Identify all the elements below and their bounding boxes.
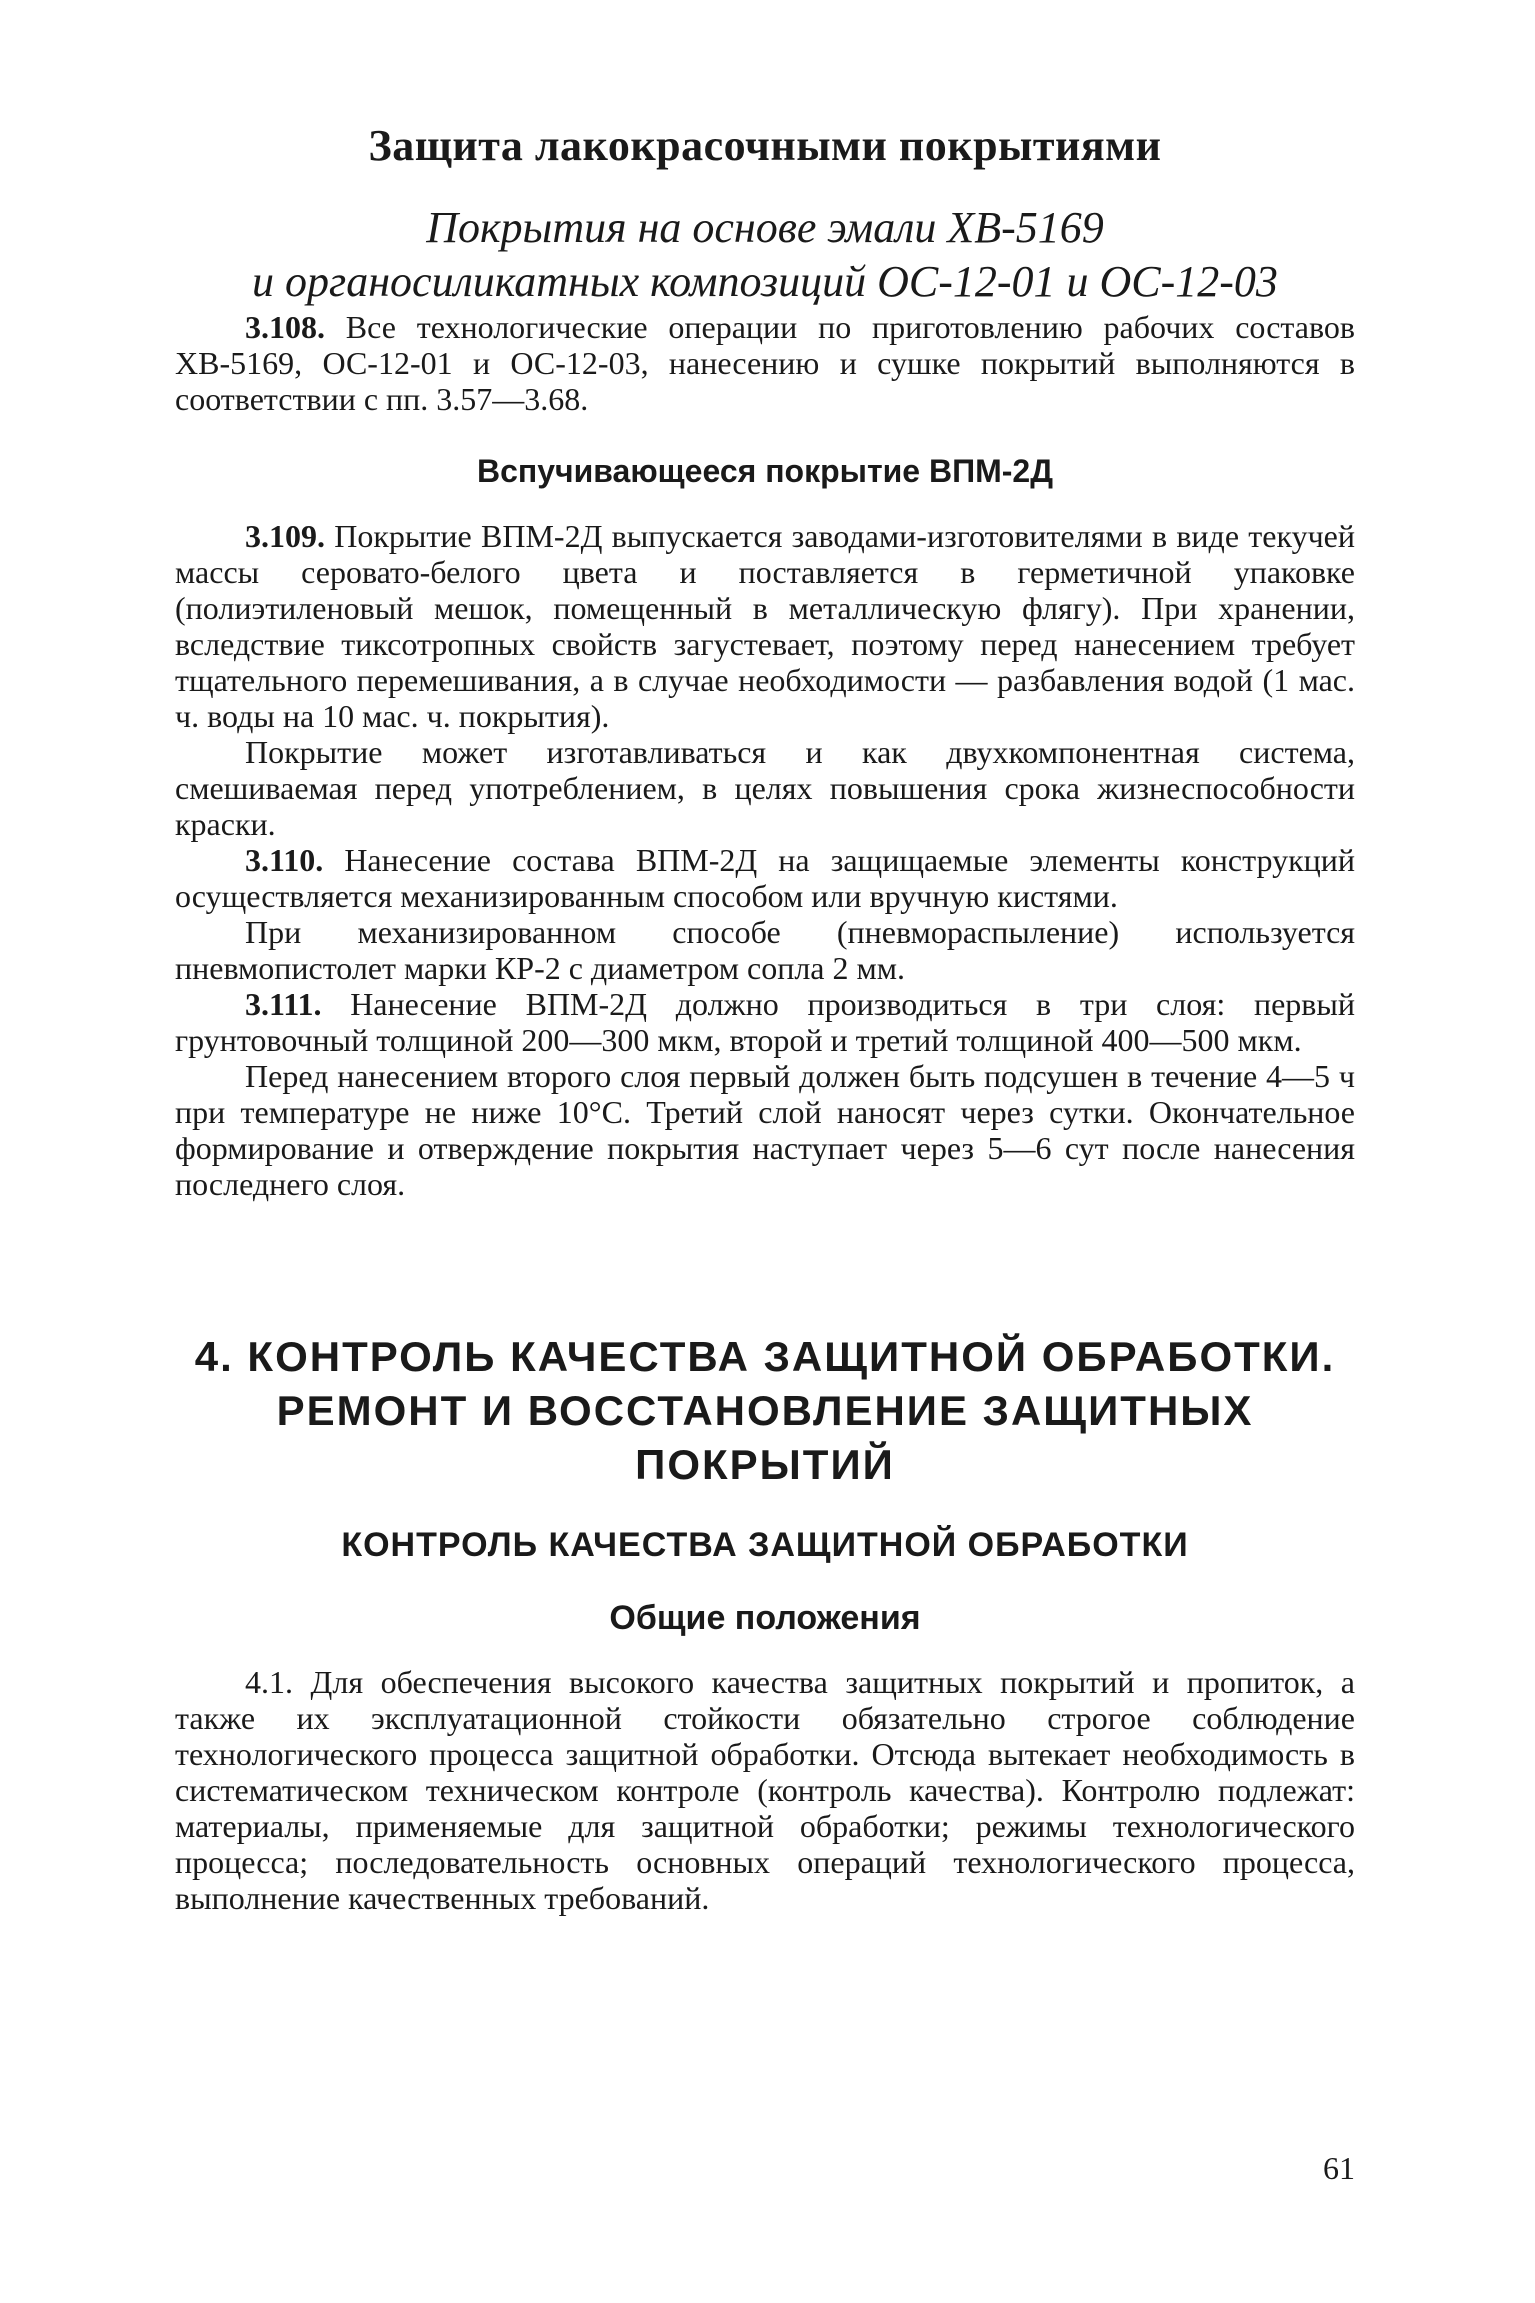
paragraph-text: Нанесение состава ВПМ-2Д на защищаемые элементы конструкций осуществляется механизированным способом или вручную кистями. xyxy=(175,842,1355,914)
paragraph-text: Покрытие ВПМ-2Д выпускается заводами-изготовителями в виде текучей массы серовато-белого цвета и поставляется в герметичной упаковке (полиэтиленовый мешок, помещенный в металлическую флягу). При хранении, вследствие тиксотропных свойств загустевает, поэтому перед нанесением требует тщательного перемешивания, а в случае необходимости — разбавления водой (1 мас. ч. воды на 10 мас. ч. покрытия). xyxy=(175,518,1355,734)
chapter-line-1: 4. КОНТРОЛЬ КАЧЕСТВА ЗАЩИТНОЙ ОБРАБОТКИ. xyxy=(194,1333,1336,1380)
general-heading: Общие положения xyxy=(609,1599,921,1637)
chapter-heading xyxy=(175,1330,1355,1492)
paragraph-4-1: 4.1. Для обеспечения высокого качества защитных покрытий и пропиток, а также их эксплуатационной стойкости обязательно строгое соблюдение технологического процесса защитной обработки. Отсюда вытекает необходимость в систематическом техническом контроле (контроль качества). Контролю подлежат: материалы, применяемые для защитной обработки; режимы технологического процесса; последовательность основных операций технологического процесса, выполнение качественных требований. xyxy=(175,1664,1355,1916)
paragraph-text: Нанесение ВПМ-2Д должно производиться в три слоя: первый грунтовочный толщиной 200—300 мкм, второй и третий толщиной 400—500 мкм. xyxy=(175,986,1355,1058)
paragraph-number: 3.110. xyxy=(245,842,324,878)
chapter-line-3: ПОКРЫТИЙ xyxy=(635,1441,895,1488)
paragraph-3-111 xyxy=(175,986,1355,1058)
section-heading: КОНТРОЛЬ КАЧЕСТВА ЗАЩИТНОЙ ОБРАБОТКИ xyxy=(341,1526,1189,1564)
chapter-line-2: РЕМОНТ И ВОССТАНОВЛЕНИЕ ЗАЩИТНЫХ xyxy=(276,1387,1254,1434)
paragraph-number: 3.108. xyxy=(245,309,325,345)
paragraph-3-109 xyxy=(175,518,1355,734)
subheading-vpm: Вспучивающееся покрытие ВПМ-2Д xyxy=(477,453,1053,489)
subtitle xyxy=(175,201,1355,309)
subtitle-line-1: Покрытия на основе эмали ХВ-5169 xyxy=(426,203,1104,252)
paragraph-number: 3.111. xyxy=(245,986,322,1022)
paragraph-3-108 xyxy=(175,309,1355,417)
paragraph-3-109-continued: Покрытие может изготавливаться и как двухкомпонентная система, смешиваемая перед употреблением, в целях повышения срока жизнеспособности краски. xyxy=(175,734,1355,842)
paragraph-3-110 xyxy=(175,842,1355,914)
page-number: 61 xyxy=(1323,2150,1355,2186)
paragraph-text: Все технологические операции по приготовлению рабочих составов ХВ-5169, ОС-12-01 и ОС-12-03, нанесению и сушке покрытий выполняются в соответствии с пп. 3.57—3.68. xyxy=(175,309,1355,417)
paragraph-number: 3.109. xyxy=(245,518,325,554)
subtitle-line-2: и органосиликатных композиций ОС-12-01 и ОС-12-03 xyxy=(252,257,1278,306)
document-page xyxy=(175,120,1355,2260)
section-title: Защита лакокрасочными покрытиями xyxy=(368,121,1162,170)
paragraph-3-111-continued: Перед нанесением второго слоя первый должен быть подсушен в течение 4—5 ч при температуре не ниже 10°С. Третий слой наносят через сутки. Окончательное формирование и отверждение покрытия наступает через 5—6 сут после нанесения последнего слоя. xyxy=(175,1058,1355,1202)
paragraph-3-110-continued: При механизированном способе (пневмораспыление) используется пневмопистолет марки КР-2 с диаметром сопла 2 мм. xyxy=(175,914,1355,986)
